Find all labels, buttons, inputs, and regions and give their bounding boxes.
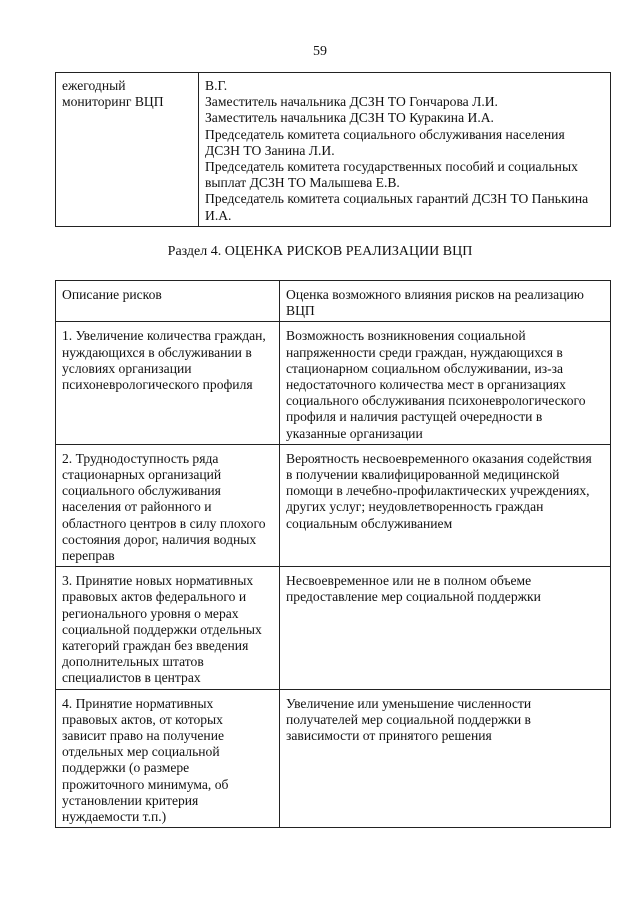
cell-line: социальным обслуживанием (286, 515, 453, 531)
risk-cell (56, 444, 280, 566)
cell-line: переправ (62, 548, 115, 564)
cell-line: предоставление мер социальной поддержки (286, 589, 541, 605)
cell-line: 1. Увеличение количества граждан, (62, 328, 266, 344)
header-risk-description (56, 281, 280, 322)
table-header-row (56, 281, 611, 322)
cell-line: стационарных организаций (62, 467, 222, 483)
cell-line: 4. Принятие нормативных (62, 695, 214, 711)
cell-line: Председатель комитета государственных пособий и социальных (205, 159, 578, 175)
cell-line: Несвоевременное или не в полном объеме (286, 573, 532, 589)
cell-line: социального обслуживания (62, 483, 221, 499)
monitoring-cell (56, 73, 199, 227)
cell-line: категорий граждан без введения (62, 638, 249, 654)
header-line: Описание рисков (62, 287, 162, 302)
cell-line: Вероятность несвоевременного оказания содействия (286, 450, 592, 466)
cell-line: стационарном социальном обслуживании, из-за (286, 360, 564, 376)
header-line: Оценка возможного влияния рисков на реализацию (286, 287, 584, 302)
cell-line: Заместитель начальника ДСЗН ТО Гончарова Л.И. (205, 94, 498, 110)
cell-line: областного центров в силу плохого (62, 515, 266, 531)
cell-line: Заместитель начальника ДСЗН ТО Куракина И.А. (205, 110, 494, 126)
cell-line: ежегодный (62, 78, 126, 93)
cell-line: Увеличение или уменьшение численности (286, 695, 532, 711)
cell-line: помощи в лечебно-профилактических учреждениях, (286, 483, 590, 499)
cell-line: профиля и наличия растущей очередности в (286, 409, 543, 425)
cell-line: населения от районного и (62, 499, 212, 515)
cell-line: И.А. (205, 207, 232, 223)
section-title: Раздел 4. ОЦЕНКА РИСКОВ РЕАЛИЗАЦИИ ВЦП (167, 244, 473, 259)
cell-line: дополнительных штатов (62, 654, 204, 670)
table-row (56, 73, 611, 227)
cell-line: других услуг; неудовлетворенность граждан (286, 499, 544, 515)
cell-line: ДСЗН ТО Занина Л.И. (205, 142, 335, 158)
cell-line: нуждаемости т.п.) (62, 809, 167, 825)
cell-line: отдельных мер социальной (62, 744, 220, 760)
cell-line: правовых актов федерального и (62, 589, 247, 605)
cell-line: 2. Труднодоступность ряда (62, 450, 219, 466)
cell-line: Председатель комитета социальных гарантий ДСЗН ТО Панькина (205, 191, 589, 207)
risk-assessment-table (55, 280, 611, 828)
cell-line: зависимости от принятого решения (286, 728, 492, 744)
risk-cell (56, 689, 280, 828)
cell-line: социальной поддержки отдельных (62, 621, 262, 637)
cell-line: В.Г. (205, 78, 228, 93)
cell-line: получателей мер социальной поддержки в (286, 711, 531, 727)
cell-line: Председатель комитета социального обслуживания населения (205, 126, 565, 142)
risk-cell (56, 322, 280, 444)
impact-cell (280, 567, 611, 689)
impact-cell (280, 444, 611, 566)
impact-cell (280, 689, 611, 828)
cell-line: указанные организации (286, 425, 423, 441)
cell-line: Возможность возникновения социальной (286, 328, 526, 344)
cell-line: специалистов в центрах (62, 670, 201, 686)
table-row (56, 322, 611, 444)
cell-line: поддержки (о размере (62, 760, 190, 776)
cell-line: мониторинг ВЦП (62, 94, 164, 110)
responsible-persons-cell (199, 73, 611, 227)
cell-line: психоневрологического профиля (62, 377, 253, 393)
cell-line: 3. Принятие новых нормативных (62, 573, 254, 589)
table-row (56, 567, 611, 689)
cell-line: правовых актов, от которых (62, 711, 223, 727)
cell-line: недостаточного количества мест в организациях (286, 377, 566, 393)
cell-line: нуждающихся в обслуживании в (62, 344, 252, 360)
header-impact-assessment (280, 281, 611, 322)
table-row (56, 444, 611, 566)
cell-line: выплат ДСЗН ТО Малышева Е.В. (205, 175, 400, 191)
impact-cell (280, 322, 611, 444)
responsible-persons-table (55, 72, 611, 227)
table-row (56, 689, 611, 828)
cell-line: напряженности среди граждан, нуждающихся в (286, 344, 563, 360)
cell-line: состояния дорог, наличия водных (62, 531, 257, 547)
header-line: ВЦП (286, 303, 315, 319)
cell-line: зависит право на получение (62, 728, 225, 744)
cell-line: социального обслуживания психоневрологического (286, 393, 586, 409)
cell-line: прожиточного минимума, об (62, 776, 229, 792)
cell-line: в получении квалифицированной медицинской (286, 467, 560, 483)
cell-line: установлении критерия (62, 792, 199, 808)
page-number: 59 (313, 44, 327, 59)
cell-line: регионального уровня о мерах (62, 605, 239, 621)
risk-cell (56, 567, 280, 689)
cell-line: условиях организации (62, 360, 192, 376)
